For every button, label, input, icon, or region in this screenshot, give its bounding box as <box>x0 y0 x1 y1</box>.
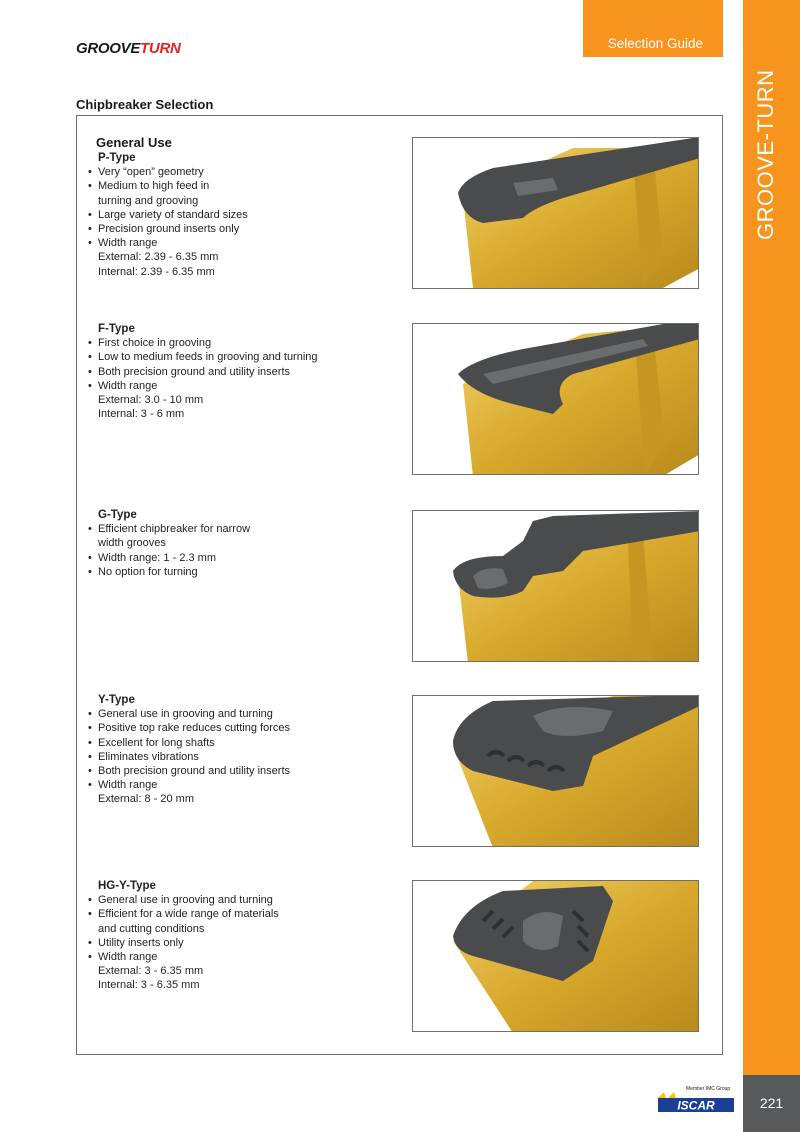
feature-text: Utility inserts only <box>98 936 184 949</box>
feature-text: Width range <box>98 379 158 392</box>
feature-text: Eliminates vibrations <box>98 750 199 763</box>
feature-item <box>88 565 388 579</box>
iscar-logo-text: ISCAR <box>677 1098 715 1113</box>
feature-text: Both precision ground and utility inserts <box>98 365 290 378</box>
iscar-logo <box>658 1092 734 1116</box>
feature-text: Medium to high feed in <box>98 180 210 193</box>
section-tab[interactable] <box>583 0 723 57</box>
feature-text: General use in grooving and turning <box>98 708 273 721</box>
feature-subline: External: 8 - 20 mm <box>98 793 194 806</box>
feature-item <box>88 907 388 935</box>
logo-part-turn: TURN <box>140 40 181 57</box>
chipbreaker-g-type <box>88 508 388 579</box>
feature-item <box>88 764 388 778</box>
feature-list <box>88 165 388 279</box>
insert-image-hg-y-type <box>412 880 699 1032</box>
chipbreaker-p-type <box>88 151 388 279</box>
feature-subline: and cutting conditions <box>98 922 205 935</box>
feature-text: Width range <box>98 951 158 964</box>
feature-list <box>88 893 388 992</box>
feature-list <box>88 522 388 579</box>
group-heading: General Use <box>96 135 172 150</box>
feature-text: General use in grooving and turning <box>98 894 273 907</box>
chipbreaker-hg-y-type <box>88 879 388 993</box>
feature-item <box>88 365 388 379</box>
page-number-box <box>743 1075 800 1132</box>
feature-text: Width range: 1 - 2.3 mm <box>98 551 216 564</box>
feature-text: Efficient for a wide range of materials <box>98 908 279 921</box>
feature-text: Both precision ground and utility inserts <box>98 765 290 778</box>
feature-subline: width grooves <box>98 537 166 550</box>
side-bar <box>743 0 800 1132</box>
feature-subline: External: 3 - 6.35 mm <box>98 965 204 978</box>
feature-text: Width range <box>98 237 158 250</box>
feature-item <box>88 750 388 764</box>
feature-item <box>88 522 388 550</box>
feature-item <box>88 936 388 950</box>
feature-text: Positive top rake reduces cutting forces <box>98 722 290 735</box>
feature-item <box>88 893 388 907</box>
feature-item <box>88 950 388 993</box>
feature-item <box>88 551 388 565</box>
insert-image-p-type <box>412 137 699 289</box>
feature-item <box>88 721 388 735</box>
chipbreaker-y-type <box>88 693 388 807</box>
feature-subline: Internal: 3 - 6 mm <box>98 408 185 421</box>
feature-item <box>88 208 388 222</box>
feature-list <box>88 336 388 421</box>
feature-text: First choice in grooving <box>98 337 212 350</box>
feature-list <box>88 707 388 806</box>
section-title: Chipbreaker Selection <box>76 97 214 112</box>
feature-text: Very “open” geometry <box>98 166 204 179</box>
chipbreaker-type-name: F-Type <box>98 323 135 335</box>
section-tab-label: Selection Guide <box>607 36 703 51</box>
insert-image-g-type <box>412 510 699 662</box>
chipbreaker-f-type <box>88 322 388 421</box>
feature-subline: turning and grooving <box>98 194 199 207</box>
insert-image-f-type <box>412 323 699 475</box>
feature-subline: External: 2.39 - 6.35 mm <box>98 251 219 264</box>
feature-subline: Internal: 2.39 - 6.35 mm <box>98 265 215 278</box>
logo-part-groove: GROOVE <box>76 40 141 57</box>
feature-subline: Internal: 3 - 6.35 mm <box>98 979 200 992</box>
feature-item <box>88 350 388 364</box>
page-number: 221 <box>759 1095 784 1111</box>
feature-text: No option for turning <box>98 565 198 578</box>
feature-text: Precision ground inserts only <box>98 223 240 236</box>
feature-text: Efficient chipbreaker for narrow <box>98 523 251 536</box>
member-text: Member IMC Group <box>686 1086 731 1092</box>
feature-item <box>88 165 388 179</box>
feature-text: Large variety of standard sizes <box>98 208 248 221</box>
chipbreaker-type-name: G-Type <box>98 509 137 521</box>
feature-item <box>88 736 388 750</box>
feature-text: Excellent for long shafts <box>98 736 215 749</box>
feature-item <box>88 236 388 279</box>
feature-item <box>88 179 388 207</box>
side-bar-label: GROOVE-TURN <box>753 69 778 240</box>
feature-subline: External: 3.0 - 10 mm <box>98 394 204 407</box>
feature-item <box>88 222 388 236</box>
insert-image-y-type <box>412 695 699 847</box>
feature-item <box>88 778 388 806</box>
feature-text: Width range <box>98 779 158 792</box>
chipbreaker-type-name: Y-Type <box>98 694 135 706</box>
feature-item <box>88 379 388 422</box>
feature-text: Low to medium feeds in grooving and turning <box>98 351 318 364</box>
chipbreaker-type-name: HG-Y-Type <box>98 880 156 892</box>
chipbreaker-type-name: P-Type <box>98 152 136 164</box>
feature-item <box>88 336 388 350</box>
brand-logo <box>76 40 181 57</box>
feature-item <box>88 707 388 721</box>
